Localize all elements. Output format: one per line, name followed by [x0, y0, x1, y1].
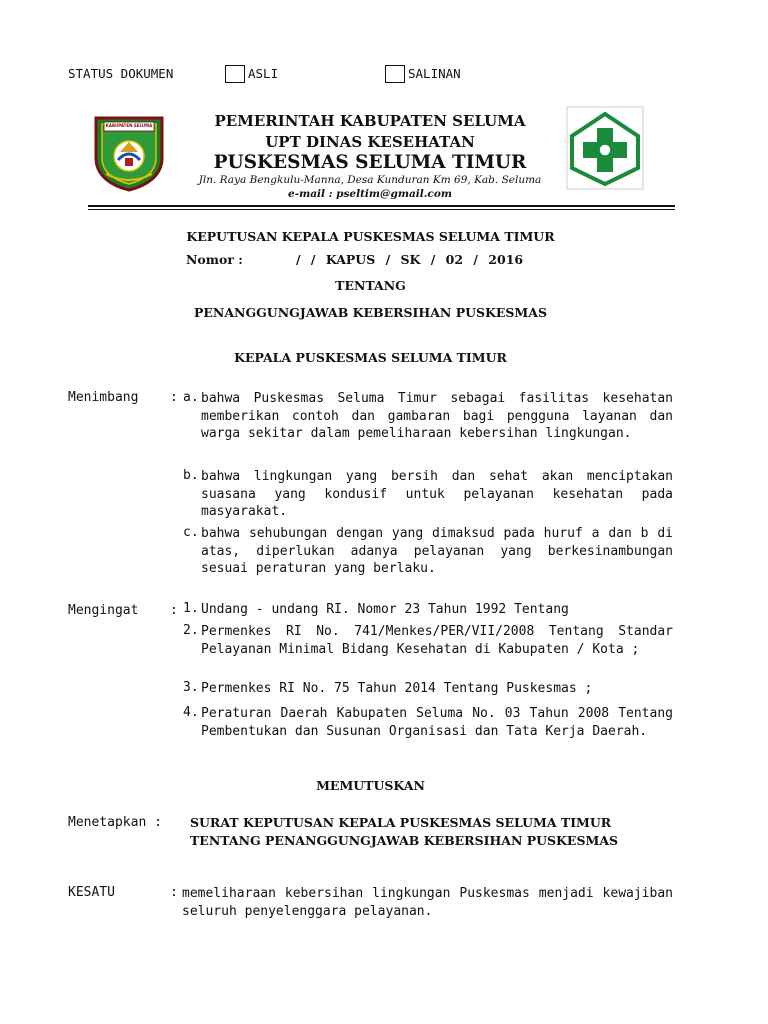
header-upt: UPT DINAS KESEHATAN: [265, 133, 475, 151]
menetapkan-line2: TENTANG PENANGGUNGJAWAB KEBERSIHAN PUSKESMAS: [190, 833, 619, 848]
memutuskan-heading: MEMUTUSKAN: [316, 778, 425, 793]
asli-label: ASLI: [248, 66, 279, 81]
issuer-heading: KEPALA PUSKESMAS SELUMA TIMUR: [234, 350, 507, 365]
header-email: e-mail : pseltim@gmail.com: [288, 188, 452, 200]
header-puskesmas: PUSKESMAS SELUMA TIMUR: [213, 152, 527, 173]
nomor-label: Nomor :: [186, 252, 243, 267]
tentang-heading: TENTANG: [335, 278, 406, 293]
puskesmas-logo-icon: [566, 106, 644, 190]
menimbang-b-marker: b.: [183, 468, 199, 483]
menetapkan-label: Menetapkan :: [68, 815, 162, 830]
header-pemerintah: PEMERINTAH KABUPATEN SELUMA: [214, 112, 526, 130]
salinan-checkbox[interactable]: [385, 65, 405, 83]
salinan-label: SALINAN: [408, 66, 461, 81]
menimbang-label: Menimbang: [68, 390, 139, 405]
nomor-value: / / KAPUS / SK / 02 / 2016: [296, 252, 524, 267]
header-rule-thin: [88, 209, 675, 210]
decree-title: KEPUTUSAN KEPALA PUSKESMAS SELUMA TIMUR: [186, 229, 555, 244]
mengingat-2-marker: 2.: [183, 623, 199, 638]
mengingat-3-marker: 3.: [183, 680, 199, 695]
menimbang-c-marker: c.: [183, 525, 199, 540]
subject-heading: PENANGGUNGJAWAB KEBERSIHAN PUSKESMAS: [193, 305, 547, 320]
header-rule-thick: [88, 205, 675, 207]
menimbang-c-text: bahwa sehubungan dengan yang dimaksud pada huruf a dan b di atas, diperlukan adanya pelayanan yang berkesinambungan sesuai peraturan yang berlaku.: [201, 526, 673, 576]
menimbang-a-text: bahwa Puskesmas Seluma Timur sebagai fasilitas kesehatan memberikan contoh dan gambaran bagi pengguna layanan dan warga sekitar dalam pemeliharaan kebersihan lingkungan.: [201, 391, 673, 441]
kesatu-colon: :: [170, 885, 178, 900]
header-address: Jln. Raya Bengkulu-Manna, Desa Kunduran Km 69, Kab. Seluma: [198, 174, 542, 186]
kesatu-label: KESATU: [68, 885, 115, 900]
menetapkan-line1: SURAT KEPUTUSAN KEPALA PUSKESMAS SELUMA TIMUR: [190, 815, 612, 830]
mengingat-colon: :: [170, 603, 178, 618]
kesatu-text: memeliharaan kebersihan lingkungan Puskesmas menjadi kewajiban seluruh penyelenggara pelayanan.: [182, 886, 673, 919]
mengingat-2-text: Permenkes RI No. 741/Menkes/PER/VII/2008 Tentang Standar Pelayanan Minimal Bidang Kesehatan di Kabupaten / Kota ;: [201, 624, 673, 657]
status-label: STATUS DOKUMEN: [68, 66, 174, 81]
mengingat-4-text: Peraturan Daerah Kabupaten Seluma No. 03 Tahun 2008 Tentang Pembentukan dan Susunan Organisasi dan Tata Kerja Daerah.: [201, 706, 673, 739]
logo-text: KABUPATEN SELUMA: [105, 123, 153, 128]
mengingat-1-text: Undang - undang RI. Nomor 23 Tahun 1992 Tentang: [201, 602, 569, 617]
mengingat-3-text: Permenkes RI No. 75 Tahun 2014 Tentang Puskesmas ;: [201, 681, 593, 696]
status-dokumen: [68, 66, 173, 81]
menimbang-b-text: bahwa lingkungan yang bersih dan sehat akan menciptakan suasana yang kondusif untuk pelayanan kesehatan pada masyarakat.: [201, 469, 673, 519]
menimbang-a-marker: a.: [183, 390, 199, 405]
menimbang-colon: :: [170, 390, 178, 405]
mengingat-1-marker: 1.: [183, 601, 199, 616]
mengingat-4-marker: 4.: [183, 705, 199, 720]
mengingat-label: Mengingat: [68, 603, 139, 618]
asli-checkbox[interactable]: [225, 65, 245, 83]
